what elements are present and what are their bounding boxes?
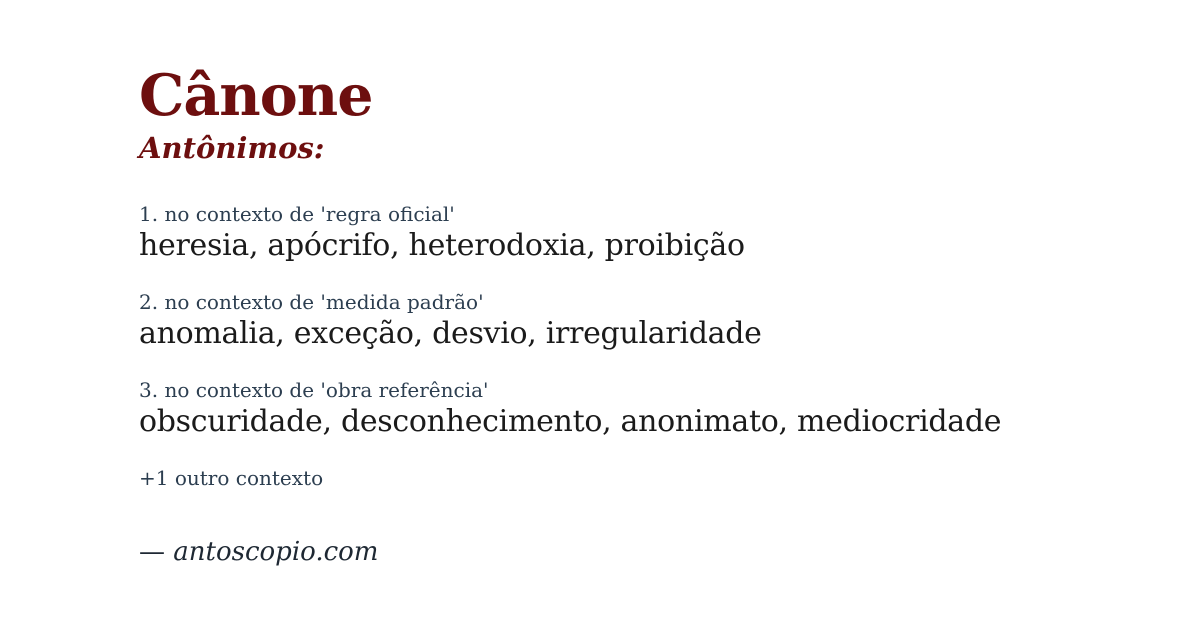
sense-antonyms-2: anomalia, exceção, desvio, irregularidade [139,315,762,351]
antonyms-section-label: Antônimos: [139,130,325,165]
sense-item-2 [139,289,1140,352]
attribution-site: antoscopio.com [173,536,379,567]
sense-item-3 [139,377,1140,440]
sense-context-1: 1. no contexto de 'regra oficial' [139,201,455,226]
senses-list [139,201,1140,440]
sense-antonyms-1: heresia, apócrifo, heterodoxia, proibição [139,227,745,263]
sense-context-3: 3. no contexto de 'obra referência' [139,377,489,402]
attribution-dash: — [139,536,165,567]
more-contexts-note: +1 outro contexto [139,465,324,490]
page-title: Cânone [139,62,373,129]
attribution [139,537,1140,567]
sense-context-2: 2. no contexto de 'medida padrão' [139,289,484,314]
sense-antonyms-3: obscuridade, desconhecimento, anonimato, mediocridade [139,403,1002,439]
sense-item-1 [139,201,1140,264]
